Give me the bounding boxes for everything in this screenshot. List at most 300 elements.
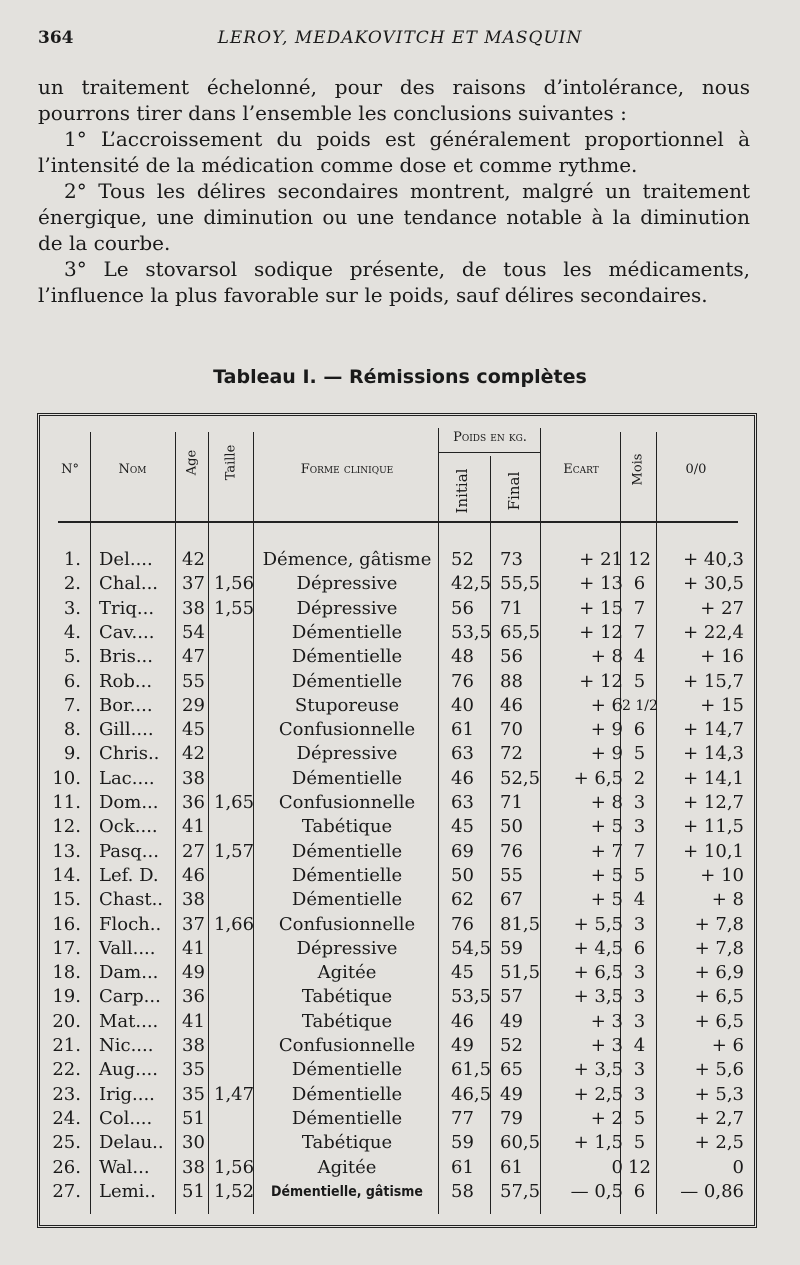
table-row bbox=[0, 1010, 800, 1034]
cell-no: 24. bbox=[52, 1107, 81, 1129]
paragraph: 1° L’accroissement du poids est généralement proportionnel à l’intensité de la médication comme dose et comme rythme. bbox=[38, 127, 750, 177]
table-row bbox=[0, 718, 800, 742]
cell-nom: Pasq... bbox=[99, 840, 159, 862]
cell-age: 47 bbox=[182, 646, 205, 668]
cell-mois: 4 bbox=[633, 889, 646, 911]
cell-mois: 12 bbox=[628, 549, 651, 570]
cell-ecart: + 3 bbox=[590, 1035, 623, 1056]
header-forme: Forme clinique bbox=[300, 462, 394, 477]
table-row bbox=[0, 1083, 800, 1107]
table-row bbox=[0, 840, 800, 864]
cell-forme: Dépressive bbox=[296, 597, 398, 619]
running-head bbox=[38, 28, 762, 54]
cell-age: 45 bbox=[182, 719, 205, 741]
cell-no: 10. bbox=[52, 767, 81, 789]
header-rule bbox=[58, 521, 738, 523]
cell-mois: 6 bbox=[633, 1180, 646, 1202]
cell-forme: Démentielle bbox=[291, 1107, 403, 1129]
cell-taille: 1,55 bbox=[214, 597, 255, 619]
cell-pct: + 5,6 bbox=[694, 1059, 744, 1081]
cell-pct: — 0,86 bbox=[680, 1180, 744, 1202]
table-row bbox=[0, 548, 800, 572]
cell-taille: 1,57 bbox=[214, 840, 255, 862]
cell-no: 4. bbox=[63, 621, 81, 643]
paragraph: un traitement échelonné, pour des raisons d’intolérance, nous pourrons tirer dans l’ensemble les conclusions suivantes : bbox=[38, 75, 750, 125]
cell-initial: 63 bbox=[451, 792, 474, 813]
cell-mois: 4 bbox=[633, 646, 646, 668]
cell-nom: Aug.... bbox=[99, 1059, 159, 1081]
cell-no: 12. bbox=[52, 816, 81, 838]
table-row bbox=[0, 742, 800, 766]
cell-nom: Floch.. bbox=[99, 913, 162, 935]
cell-age: 51 bbox=[182, 1107, 205, 1129]
cell-pct: + 6,9 bbox=[694, 962, 744, 984]
cell-initial: 69 bbox=[451, 840, 474, 862]
cell-ecart: + 6,5 bbox=[573, 767, 623, 789]
cell-nom: Delau.. bbox=[99, 1132, 164, 1154]
table-row bbox=[0, 961, 800, 985]
table-row bbox=[0, 621, 800, 645]
cell-mois: 5 bbox=[633, 670, 646, 692]
cell-nom: Chal... bbox=[99, 573, 159, 595]
cell-initial: 53,5 bbox=[451, 986, 492, 1008]
cell-mois: 3 bbox=[633, 986, 646, 1008]
cell-initial: 45 bbox=[451, 962, 474, 984]
cell-mois: 3 bbox=[633, 913, 646, 935]
cell-forme: Dépressive bbox=[296, 937, 398, 959]
cell-mois: 2 bbox=[633, 767, 646, 789]
cell-pct: + 7,8 bbox=[694, 913, 744, 935]
cell-pct: + 27 bbox=[700, 597, 744, 619]
table-row bbox=[0, 1034, 800, 1058]
table-row bbox=[0, 1107, 800, 1131]
cell-nom: Chast.. bbox=[99, 889, 164, 911]
cell-forme: Stuporeuse bbox=[294, 694, 400, 716]
cell-pct: + 14,1 bbox=[683, 767, 744, 789]
table-row bbox=[0, 1058, 800, 1082]
cell-no: 20. bbox=[52, 1010, 81, 1032]
cell-ecart: 0 bbox=[611, 1156, 623, 1178]
cell-mois: 5 bbox=[633, 864, 646, 886]
cell-nom: Lac.... bbox=[99, 767, 155, 789]
cell-forme: Tabétique bbox=[301, 1010, 393, 1032]
cell-forme: Démentielle bbox=[291, 864, 403, 886]
cell-ecart: + 8 bbox=[590, 646, 623, 668]
cell-final: 71 bbox=[500, 597, 523, 619]
cell-forme: Tabétique bbox=[301, 816, 393, 838]
running-title: LEROY, MEDAKOVITCH ET MASQUIN bbox=[217, 28, 583, 48]
cell-forme: Démentielle bbox=[291, 840, 403, 862]
header-pct: 0/0 bbox=[685, 462, 707, 477]
table-row bbox=[0, 597, 800, 621]
cell-taille: 1,56 bbox=[214, 573, 255, 595]
cell-age: 41 bbox=[182, 816, 205, 838]
table-row bbox=[0, 888, 800, 912]
cell-age: 36 bbox=[182, 792, 205, 813]
cell-age: 38 bbox=[182, 1035, 205, 1056]
cell-mois: 6 bbox=[633, 937, 646, 959]
cell-mois: 6 bbox=[633, 719, 646, 741]
cell-final: 55,5 bbox=[500, 573, 541, 595]
cell-final: 52,5 bbox=[500, 767, 541, 789]
cell-final: 60,5 bbox=[500, 1132, 541, 1154]
cell-ecart: + 9 bbox=[590, 743, 623, 765]
cell-nom: Gill.... bbox=[99, 719, 154, 741]
cell-no: 16. bbox=[52, 913, 81, 935]
cell-age: 38 bbox=[182, 767, 205, 789]
cell-no: 5. bbox=[63, 646, 81, 668]
cell-age: 49 bbox=[182, 962, 205, 984]
cell-mois: 3 bbox=[633, 1059, 646, 1081]
cell-no: 8. bbox=[63, 719, 81, 741]
cell-age: 38 bbox=[182, 1156, 205, 1178]
cell-nom: Lemi.. bbox=[99, 1180, 156, 1202]
cell-forme: Confusionnelle bbox=[278, 792, 416, 813]
header-no: N° bbox=[61, 462, 79, 477]
cell-nom: Vall.... bbox=[99, 937, 156, 959]
cell-forme: Agitée bbox=[317, 962, 377, 984]
cell-age: 42 bbox=[182, 549, 205, 570]
cell-ecart: — 0,5 bbox=[570, 1180, 623, 1202]
cell-pct: + 15,7 bbox=[683, 670, 744, 692]
cell-initial: 52 bbox=[451, 549, 474, 570]
cell-no: 9. bbox=[63, 743, 81, 765]
cell-initial: 46 bbox=[451, 767, 474, 789]
cell-forme: Démentielle bbox=[291, 1083, 403, 1105]
cell-pct: + 6 bbox=[711, 1035, 744, 1056]
cell-taille: 1,52 bbox=[214, 1180, 255, 1202]
cell-no: 7. bbox=[63, 694, 81, 716]
cell-nom: Triq... bbox=[99, 597, 155, 619]
cell-initial: 63 bbox=[451, 743, 474, 765]
cell-pct: + 15 bbox=[700, 694, 744, 716]
cell-pct: + 2,7 bbox=[694, 1107, 744, 1129]
cell-initial: 62 bbox=[451, 889, 474, 911]
cell-ecart: + 8 bbox=[590, 792, 623, 813]
cell-mois: 7 bbox=[633, 840, 646, 862]
cell-nom: Irig.... bbox=[99, 1083, 155, 1105]
poids-rule bbox=[438, 452, 540, 453]
cell-forme: Démentielle bbox=[291, 889, 403, 911]
cell-mois: 5 bbox=[633, 743, 646, 765]
cell-forme: Démentielle bbox=[291, 646, 403, 668]
cell-mois: 7 bbox=[633, 597, 646, 619]
cell-ecart: + 6,5 bbox=[573, 962, 623, 984]
table-row bbox=[0, 985, 800, 1009]
cell-no: 19. bbox=[52, 986, 81, 1008]
cell-initial: 59 bbox=[451, 1132, 474, 1154]
cell-pct: + 22,4 bbox=[683, 621, 744, 643]
cell-age: 37 bbox=[182, 573, 205, 595]
cell-pct: + 6,5 bbox=[694, 986, 744, 1008]
cell-pct: + 30,5 bbox=[683, 573, 744, 595]
cell-final: 71 bbox=[500, 792, 523, 813]
cell-taille: 1,65 bbox=[214, 792, 255, 813]
cell-mois: 2 1/2 bbox=[622, 697, 658, 714]
cell-nom: Lef. D. bbox=[99, 864, 159, 886]
cell-ecart: + 21 bbox=[579, 549, 623, 570]
cell-pct: + 6,5 bbox=[694, 1010, 744, 1032]
cell-final: 79 bbox=[500, 1107, 523, 1129]
cell-final: 72 bbox=[500, 743, 523, 765]
cell-age: 42 bbox=[182, 743, 205, 765]
cell-mois: 3 bbox=[633, 792, 646, 813]
cell-age: 41 bbox=[182, 937, 205, 959]
cell-no: 18. bbox=[52, 962, 81, 984]
cell-initial: 76 bbox=[451, 670, 474, 692]
cell-forme: Tabétique bbox=[301, 986, 393, 1008]
cell-age: 46 bbox=[182, 864, 205, 886]
cell-pct: + 40,3 bbox=[683, 549, 744, 570]
table-row bbox=[0, 645, 800, 669]
cell-mois: 3 bbox=[633, 816, 646, 838]
table-title: Tableau I. — Rémissions complètes bbox=[213, 366, 587, 388]
table-row bbox=[0, 572, 800, 596]
cell-no: 1. bbox=[63, 549, 81, 570]
cell-nom: Del.... bbox=[99, 549, 153, 570]
cell-initial: 58 bbox=[451, 1180, 474, 1202]
cell-final: 52 bbox=[500, 1035, 523, 1056]
cell-final: 65 bbox=[500, 1059, 523, 1081]
cell-pct: + 7,8 bbox=[694, 937, 744, 959]
cell-nom: Bor.... bbox=[99, 694, 153, 716]
cell-ecart: + 4,5 bbox=[573, 937, 623, 959]
cell-no: 14. bbox=[52, 864, 81, 886]
header-final: Final bbox=[505, 471, 523, 511]
cell-no: 27. bbox=[52, 1180, 81, 1202]
cell-initial: 56 bbox=[451, 597, 474, 619]
cell-age: 36 bbox=[182, 986, 205, 1008]
body-text bbox=[38, 74, 750, 308]
table-row bbox=[0, 791, 800, 815]
cell-forme: Confusionnelle bbox=[278, 719, 416, 741]
cell-age: 30 bbox=[182, 1132, 205, 1154]
cell-forme: Démentielle, gâtisme bbox=[271, 1183, 423, 1200]
cell-age: 27 bbox=[182, 840, 205, 862]
cell-pct: + 14,7 bbox=[683, 719, 744, 741]
cell-pct: + 5,3 bbox=[694, 1083, 744, 1105]
cell-initial: 48 bbox=[451, 646, 474, 668]
cell-age: 35 bbox=[182, 1059, 205, 1081]
header-ecart: Ecart bbox=[563, 462, 599, 477]
cell-mois: 3 bbox=[633, 1083, 646, 1105]
cell-nom: Col.... bbox=[99, 1107, 153, 1129]
cell-ecart: + 15 bbox=[579, 597, 623, 619]
cell-no: 17. bbox=[52, 937, 81, 959]
cell-ecart: + 3,5 bbox=[573, 1059, 623, 1081]
cell-final: 50 bbox=[500, 816, 523, 838]
cell-nom: Ock.... bbox=[99, 816, 158, 838]
cell-no: 13. bbox=[52, 840, 81, 862]
cell-mois: 5 bbox=[633, 1107, 646, 1129]
cell-taille: 1,56 bbox=[214, 1156, 255, 1178]
cell-final: 88 bbox=[500, 670, 523, 692]
paragraph: 2° Tous les délires secondaires montrent, malgré un traitement énergique, une diminution ou une tendance notable à la diminution de la courbe. bbox=[38, 179, 750, 255]
cell-final: 46 bbox=[500, 694, 523, 716]
paragraph: 3° Le stovarsol sodique présente, de tous les médicaments, l’influence la plus favorable sur le poids, sauf délires secondaires. bbox=[38, 257, 750, 307]
cell-nom: Dom... bbox=[99, 792, 159, 813]
cell-initial: 46 bbox=[451, 1010, 474, 1032]
cell-nom: Dam... bbox=[99, 962, 159, 984]
table-row bbox=[0, 1180, 800, 1204]
cell-initial: 61 bbox=[451, 719, 474, 741]
cell-age: 37 bbox=[182, 913, 205, 935]
cell-forme: Démentielle bbox=[291, 767, 403, 789]
cell-age: 38 bbox=[182, 889, 205, 911]
cell-mois: 7 bbox=[633, 621, 646, 643]
cell-ecart: + 9 bbox=[590, 719, 623, 741]
cell-mois: 3 bbox=[633, 962, 646, 984]
cell-pct: + 14,3 bbox=[683, 743, 744, 765]
cell-final: 61 bbox=[500, 1156, 523, 1178]
cell-no: 21. bbox=[52, 1035, 81, 1056]
cell-no: 15. bbox=[52, 889, 81, 911]
cell-mois: 4 bbox=[633, 1035, 646, 1056]
cell-no: 23. bbox=[52, 1083, 81, 1105]
cell-pct: 0 bbox=[732, 1156, 744, 1178]
cell-nom: Chris.. bbox=[99, 743, 160, 765]
cell-pct: + 8 bbox=[711, 889, 744, 911]
cell-final: 56 bbox=[500, 646, 523, 668]
table-row bbox=[0, 864, 800, 888]
cell-age: 38 bbox=[182, 597, 205, 619]
cell-forme: Confusionnelle bbox=[278, 1035, 416, 1056]
table-row bbox=[0, 937, 800, 961]
cell-age: 55 bbox=[182, 670, 205, 692]
cell-mois: 5 bbox=[633, 1132, 646, 1154]
cell-final: 49 bbox=[500, 1083, 523, 1105]
cell-mois: 6 bbox=[633, 573, 646, 595]
cell-taille: 1,66 bbox=[214, 913, 255, 935]
cell-final: 67 bbox=[500, 889, 523, 911]
cell-initial: 76 bbox=[451, 913, 474, 935]
header-initial: Initial bbox=[453, 468, 471, 514]
cell-initial: 54,5 bbox=[451, 937, 492, 959]
cell-final: 70 bbox=[500, 719, 523, 741]
table-row bbox=[0, 767, 800, 791]
cell-initial: 49 bbox=[451, 1035, 474, 1056]
cell-ecart: + 3 bbox=[590, 1010, 623, 1032]
cell-pct: + 16 bbox=[700, 646, 744, 668]
cell-taille: 1,47 bbox=[214, 1083, 255, 1105]
header-poids: Poids en kg. bbox=[453, 430, 527, 445]
cell-nom: Bris... bbox=[99, 646, 153, 668]
cell-nom: Rob... bbox=[99, 670, 153, 692]
cell-forme: Démentielle bbox=[291, 670, 403, 692]
cell-age: 35 bbox=[182, 1083, 205, 1105]
cell-no: 25. bbox=[52, 1132, 81, 1154]
cell-pct: + 11,5 bbox=[683, 816, 744, 838]
cell-nom: Mat.... bbox=[99, 1010, 159, 1032]
header-nom: Nom bbox=[118, 462, 147, 477]
cell-nom: Nic.... bbox=[99, 1035, 154, 1056]
table-row bbox=[0, 1156, 800, 1180]
cell-no: 26. bbox=[52, 1156, 81, 1178]
cell-final: 51,5 bbox=[500, 962, 541, 984]
cell-ecart: + 5,5 bbox=[573, 913, 623, 935]
cell-ecart: + 7 bbox=[590, 840, 623, 862]
cell-final: 57 bbox=[500, 986, 523, 1008]
cell-no: 6. bbox=[63, 670, 81, 692]
cell-pct: + 12,7 bbox=[683, 792, 744, 813]
header-mois: Mois bbox=[630, 453, 646, 486]
cell-ecart: + 5 bbox=[590, 889, 623, 911]
cell-initial: 40 bbox=[451, 694, 474, 716]
cell-no: 11. bbox=[52, 792, 81, 813]
cell-forme: Dépressive bbox=[296, 573, 398, 595]
table-row bbox=[0, 913, 800, 937]
cell-initial: 45 bbox=[451, 816, 474, 838]
cell-nom: Carp... bbox=[99, 986, 161, 1008]
cell-ecart: + 5 bbox=[590, 816, 623, 838]
cell-age: 41 bbox=[182, 1010, 205, 1032]
table-row bbox=[0, 670, 800, 694]
cell-final: 55 bbox=[500, 864, 523, 886]
cell-no: 22. bbox=[52, 1059, 81, 1081]
cell-initial: 46,5 bbox=[451, 1083, 492, 1105]
cell-mois: 12 bbox=[628, 1156, 651, 1178]
cell-ecart: + 2 bbox=[590, 1107, 623, 1129]
cell-initial: 77 bbox=[451, 1107, 474, 1129]
cell-age: 54 bbox=[182, 621, 205, 643]
cell-initial: 61 bbox=[451, 1156, 474, 1178]
cell-ecart: + 5 bbox=[590, 864, 623, 886]
cell-initial: 42,5 bbox=[451, 573, 492, 595]
cell-ecart: + 3,5 bbox=[573, 986, 623, 1008]
cell-initial: 53,5 bbox=[451, 621, 492, 643]
cell-initial: 61,5 bbox=[451, 1059, 492, 1081]
cell-forme: Démentielle bbox=[291, 621, 403, 643]
cell-mois: 3 bbox=[633, 1010, 646, 1032]
cell-final: 73 bbox=[500, 549, 523, 570]
cell-age: 51 bbox=[182, 1180, 205, 1202]
cell-nom: Cav.... bbox=[99, 621, 155, 643]
cell-pct: + 2,5 bbox=[694, 1132, 744, 1154]
cell-ecart: + 6 bbox=[590, 694, 623, 716]
cell-final: 57,5 bbox=[500, 1180, 541, 1202]
table-row bbox=[0, 1131, 800, 1155]
cell-ecart: + 1,5 bbox=[573, 1132, 623, 1154]
cell-ecart: + 2,5 bbox=[573, 1083, 623, 1105]
cell-initial: 50 bbox=[451, 864, 474, 886]
cell-forme: Agitée bbox=[317, 1156, 377, 1178]
cell-forme: Démence, gâtisme bbox=[262, 549, 432, 570]
table-row bbox=[0, 694, 800, 718]
cell-final: 81,5 bbox=[500, 913, 541, 935]
cell-final: 59 bbox=[500, 937, 523, 959]
cell-forme: Tabétique bbox=[301, 1132, 393, 1154]
header-taille: Taille bbox=[223, 444, 239, 481]
cell-forme: Confusionnelle bbox=[278, 913, 416, 935]
cell-ecart: + 13 bbox=[579, 573, 623, 595]
cell-pct: + 10 bbox=[700, 864, 744, 886]
cell-forme: Dépressive bbox=[296, 743, 398, 765]
cell-final: 49 bbox=[500, 1010, 523, 1032]
cell-pct: + 10,1 bbox=[683, 840, 744, 862]
cell-forme: Démentielle bbox=[291, 1059, 403, 1081]
cell-nom: Wal... bbox=[99, 1156, 150, 1178]
cell-no: 3. bbox=[63, 597, 81, 619]
header-age: Age bbox=[184, 449, 200, 476]
cell-ecart: + 12 bbox=[579, 670, 623, 692]
table-row bbox=[0, 815, 800, 839]
cell-age: 29 bbox=[182, 694, 205, 716]
cell-no: 2. bbox=[63, 573, 81, 595]
cell-ecart: + 12 bbox=[579, 621, 623, 643]
cell-final: 65,5 bbox=[500, 621, 541, 643]
page-number: 364 bbox=[38, 28, 74, 48]
cell-final: 76 bbox=[500, 840, 523, 862]
